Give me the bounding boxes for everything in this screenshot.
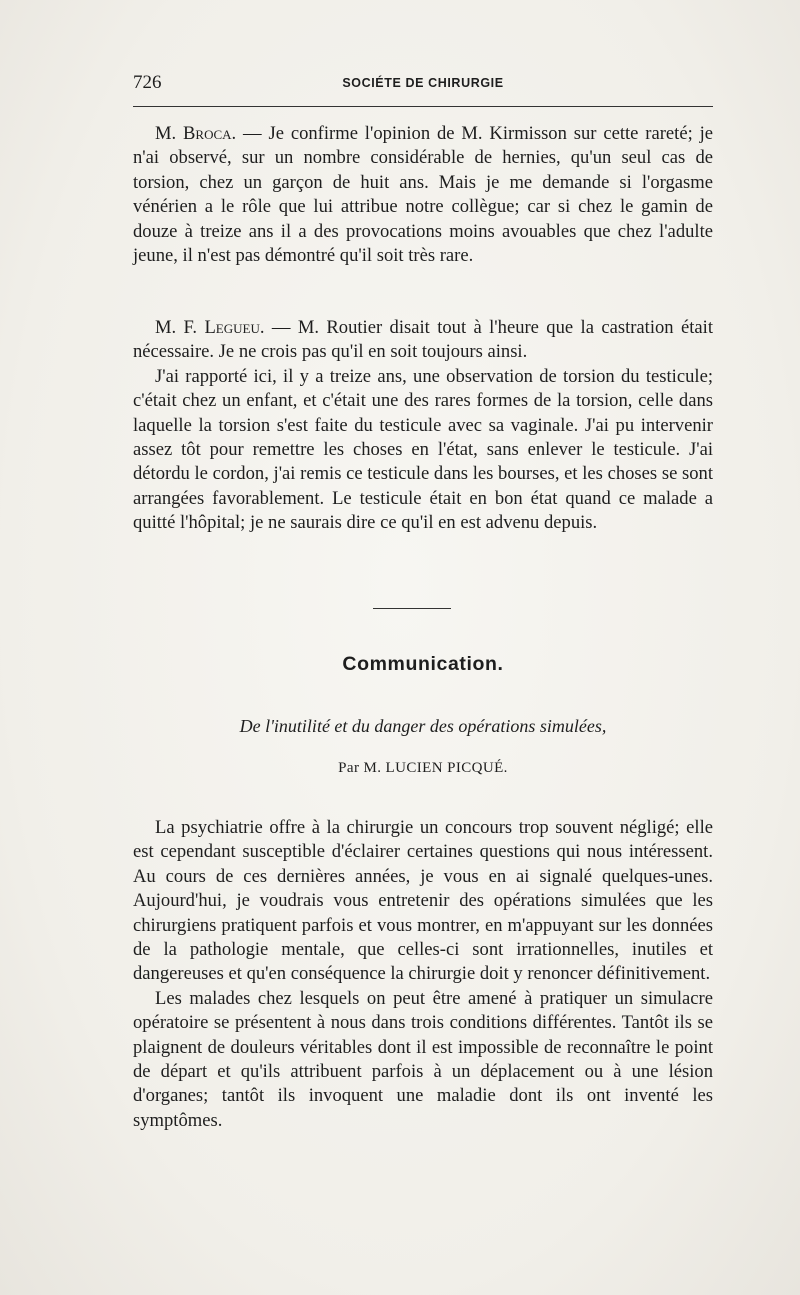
byline: Par M. LUCIEN PICQUÉ. <box>338 760 508 776</box>
legueu-paragraph-1 <box>133 316 713 365</box>
article-title: De l'inutilité et du danger des opérations simulées, <box>239 716 607 736</box>
section-title: Communication. <box>342 653 504 675</box>
legueu-text: — M. Routier disait tout à l'heure que la castration était nécessaire. Je ne crois pas qu'il en soit toujours ainsi. <box>133 317 713 363</box>
speaker-legueu-initial: M. F. <box>155 317 198 338</box>
header-rule <box>133 106 713 107</box>
running-head: SOCIÉTE DE CHIRURGIE <box>342 76 504 90</box>
section-separator <box>373 608 451 609</box>
broca-paragraph <box>133 122 713 268</box>
broca-text: — Je confirme l'opinion de M. Kirmisson sur cette rareté; je n'ai observé, sur un nombre considérable de hernies, qu'un seul cas de torsion, chez un garçon de huit ans. Mais je me demande si l'orgasme vénérien a le rôle que lui attribue notre collègue; car si chez le gamin de douze à treize ans il a des provocations moins avouables que chez l'adulte jeune, il n'est pas démontré qu'il soit très rare. <box>133 123 714 267</box>
communication-body <box>133 816 713 1133</box>
broca-remarks <box>133 122 713 268</box>
speaker-legueu: Legueu. <box>204 317 265 338</box>
legueu-paragraph-2: J'ai rapporté ici, il y a treize ans, une observation de torsion du testicule; c'était chez un enfant, et c'était une des rares formes de la torsion, celle dans laquelle la torsion s'est faite du testicule avec sa vaginale. J'ai pu intervenir assez tôt pour remettre les choses en l'état, sans enlever le testicule. J'ai détordu le cordon, j'ai remis ce testicule dans les bourses, et les choses se sont arrangées favorablement. Le testicule était en bon état quand ce malade a quitté l'hôpital; je ne saurais dire ce qu'il en est advenu depuis. <box>133 365 713 534</box>
communication-paragraph-2: Les malades chez lesquels on peut être amené à pratiquer un simulacre opératoire se présentent à nous dans trois conditions différentes. Tantôt ils se plaignent de douleurs véritables dont il est impossible de reconnaître le point de départ et qu'ils attribuent parfois à un déplacement ou à une lésion d'organes; tantôt ils invoquent une maladie dont ils ont inventé les symptômes. <box>133 987 713 1131</box>
page-header <box>133 72 713 100</box>
communication-paragraph-1: La psychiatrie offre à la chirurgie un concours trop souvent négligé; elle est cependant susceptible d'éclairer certaines questions qui nous intéressent. Au cours de ces dernières années, je vous en ai signalé quelques-unes. Aujourd'hui, je voudrais vous entretenir des opérations simulées que les chirurgiens pratiquent parfois et vous montrer, en m'appuyant sur les données de la pathologie mentale, que celles-ci sont irrationnelles, inutiles et dangereuses et qu'en conséquence la chirurgie doit y renoncer définitivement. <box>133 817 713 985</box>
speaker-broca: M. Broca. <box>155 123 237 144</box>
legueu-remarks <box>133 316 713 536</box>
page-number: 726 <box>133 72 162 93</box>
